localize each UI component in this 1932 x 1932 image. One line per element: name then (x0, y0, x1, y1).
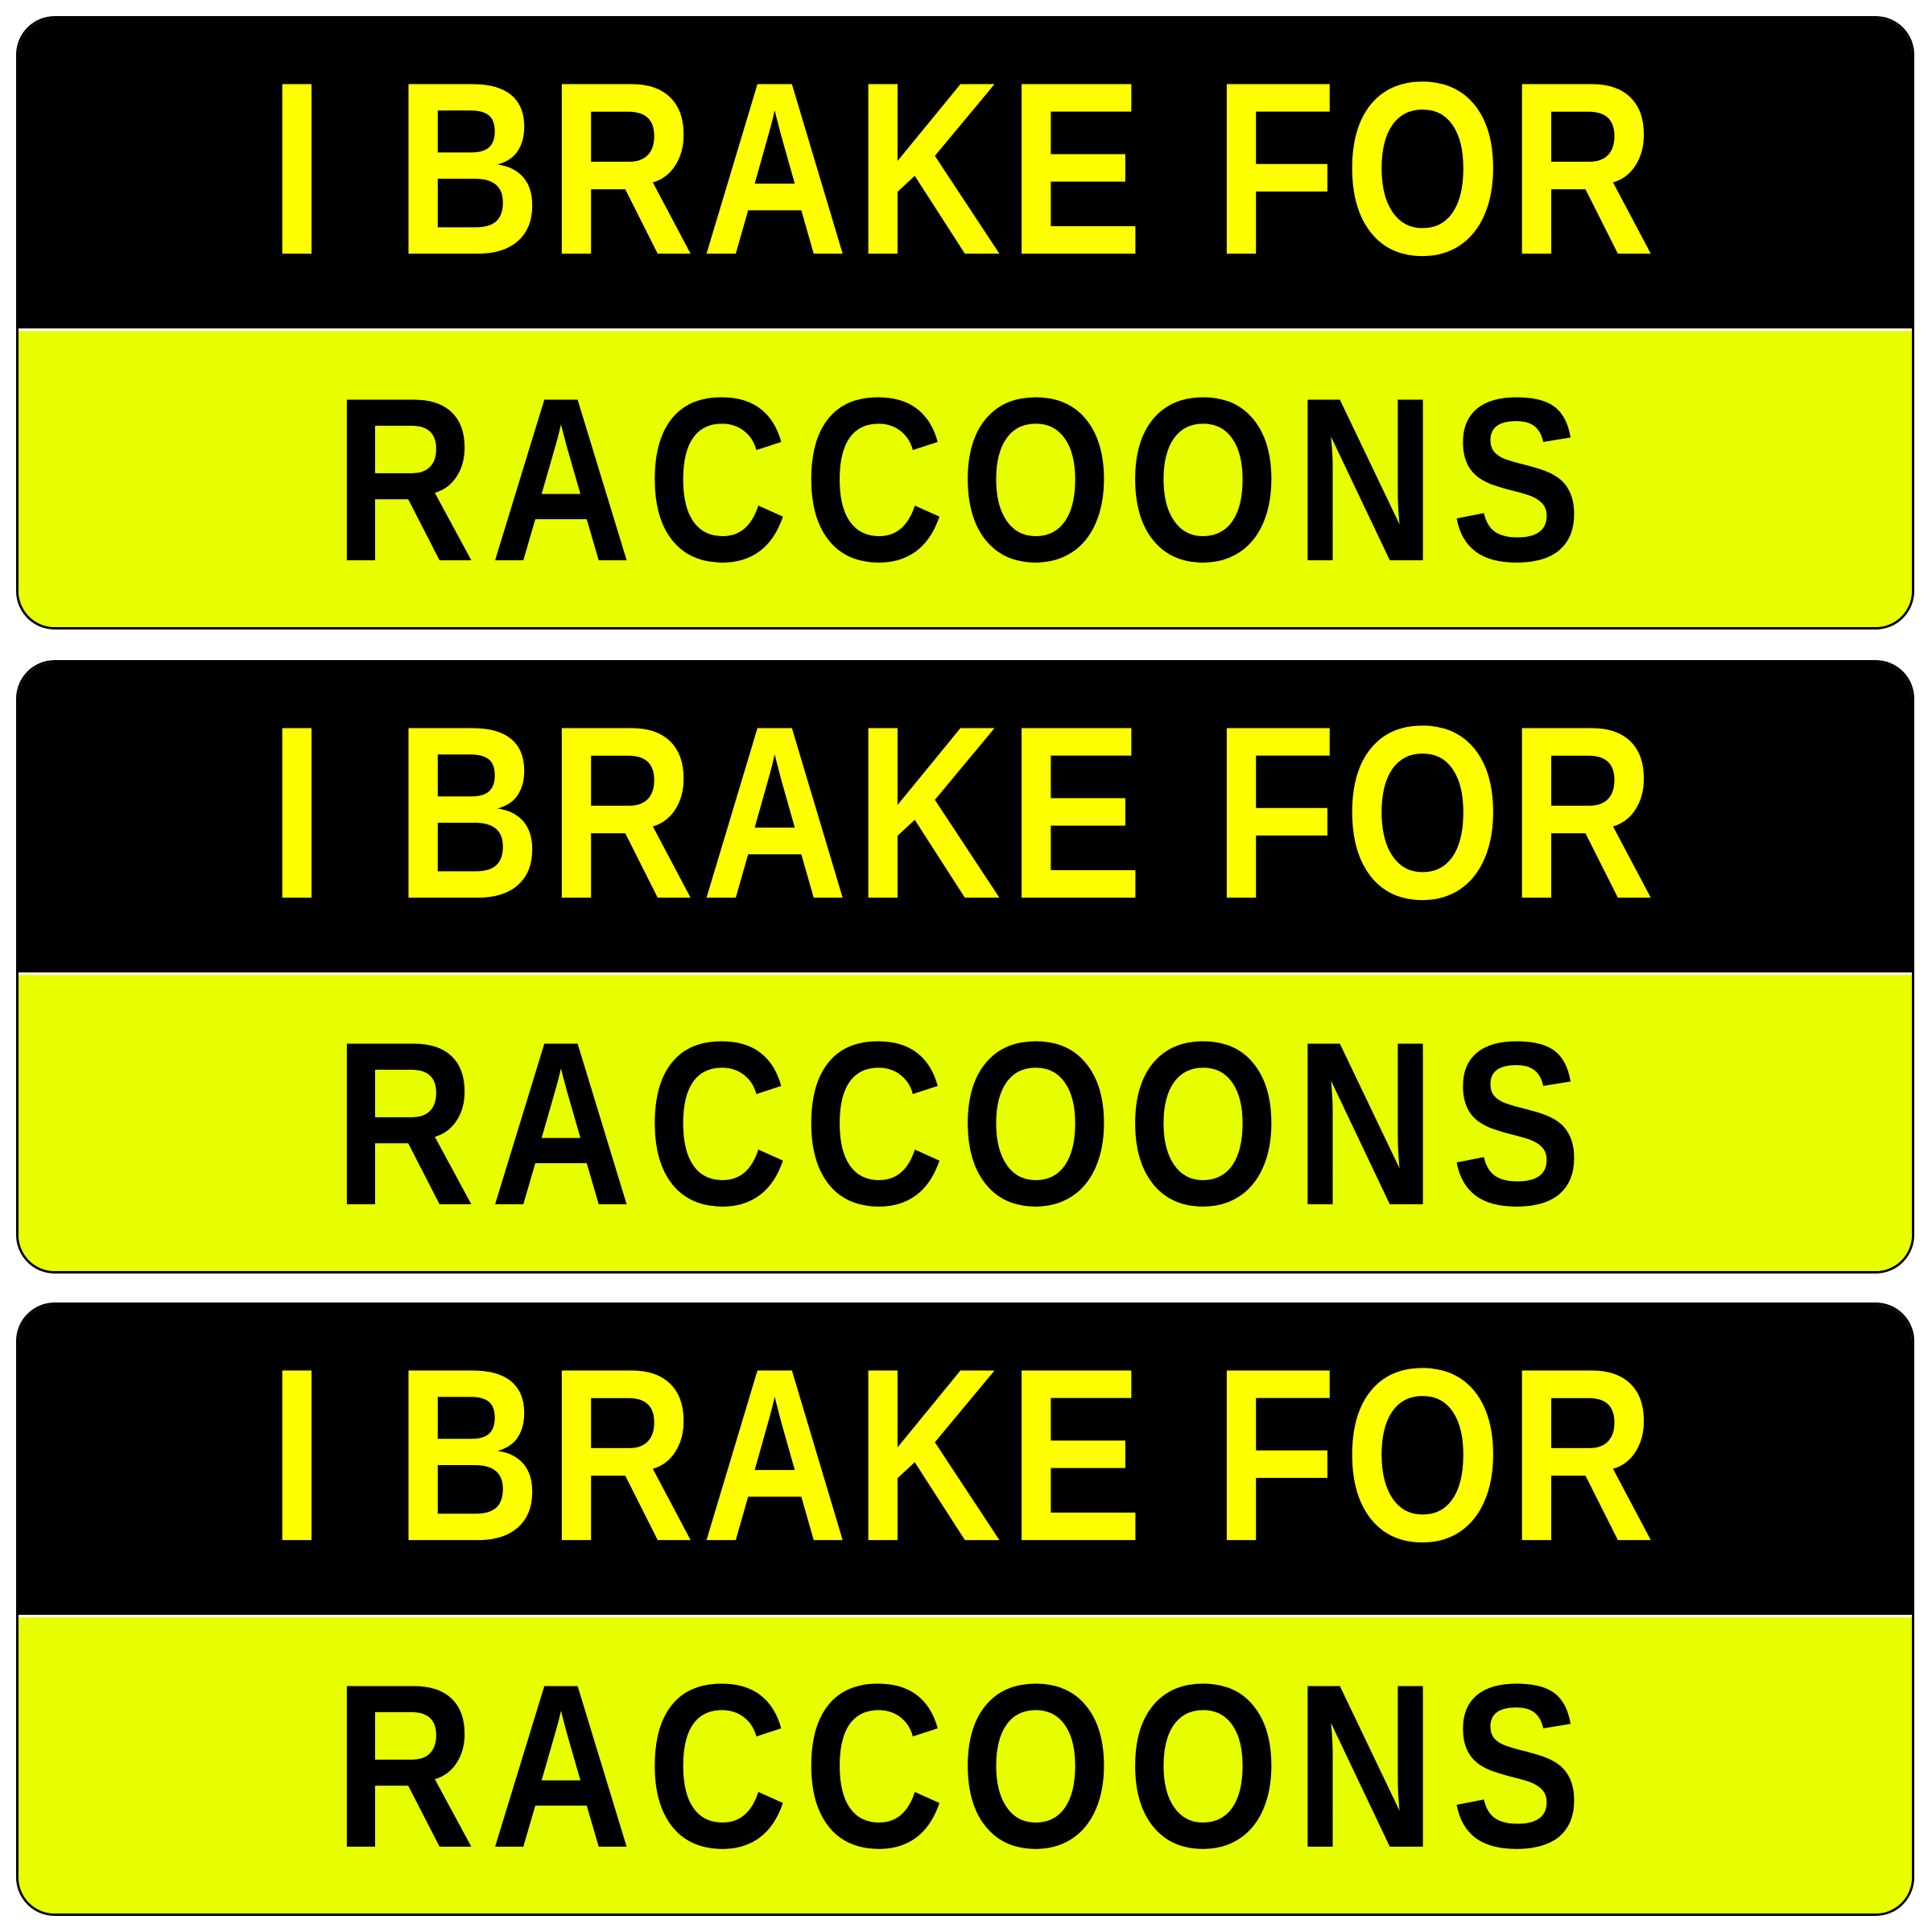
sticker-headline: I BRAKE FOR (268, 674, 1662, 951)
bumper-sticker-1 (16, 16, 1914, 630)
sticker-subject: RACCOONS (333, 1636, 1597, 1897)
sticker-headline: I BRAKE FOR (268, 1316, 1662, 1593)
sticker-subject: RACCOONS (333, 349, 1597, 610)
bumper-sticker-3 (16, 1302, 1914, 1916)
sticker-bottom-band (19, 1615, 1912, 1916)
sticker-bottom-band (19, 328, 1912, 630)
sticker-top-band (19, 1305, 1912, 1615)
sticker-subject: RACCOONS (333, 993, 1597, 1254)
bumper-sticker-2 (16, 660, 1914, 1274)
sticker-bottom-band (19, 972, 1912, 1274)
sticker-top-band (19, 663, 1912, 972)
sticker-headline: I BRAKE FOR (268, 30, 1662, 307)
sticker-top-band (19, 19, 1912, 328)
